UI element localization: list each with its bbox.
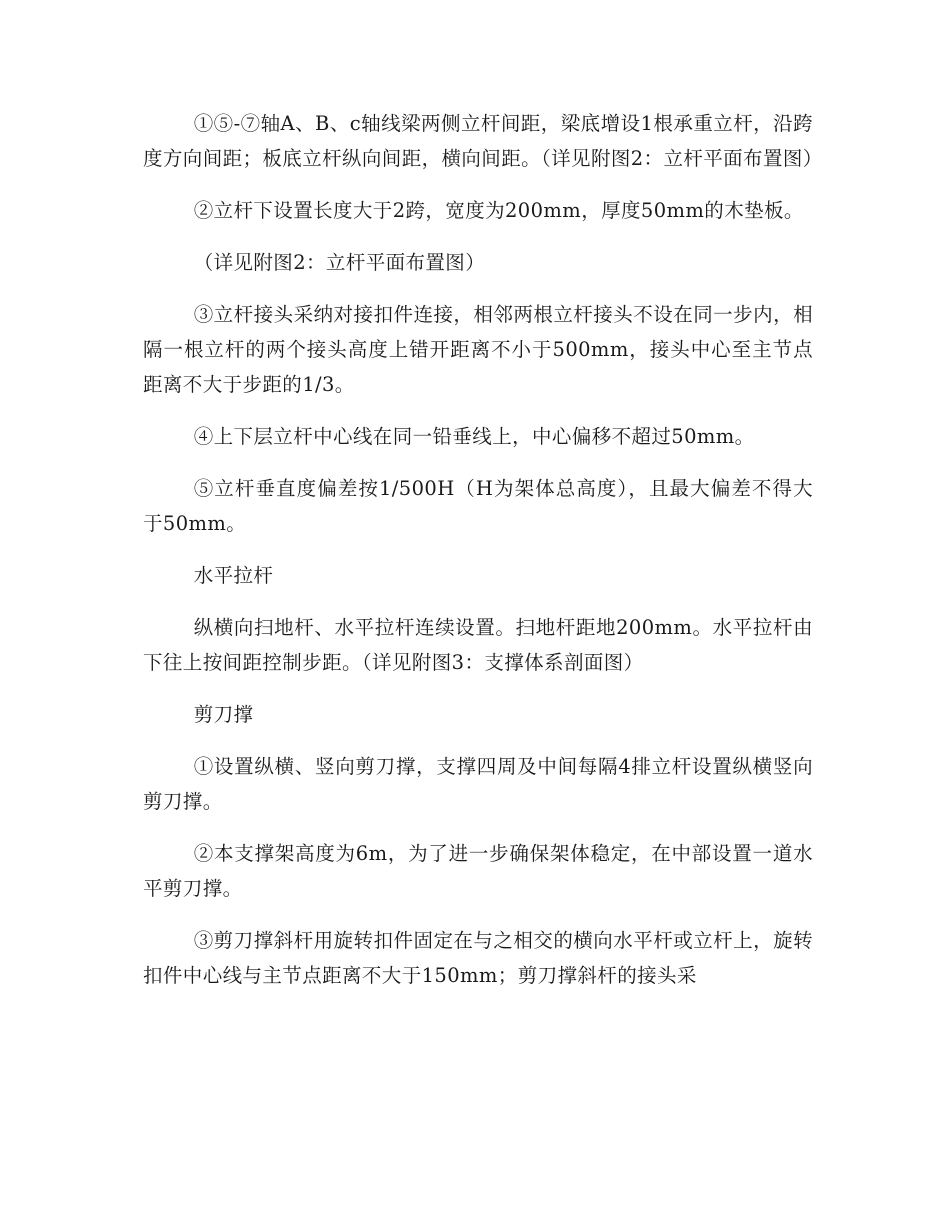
- paragraph-brace-fastening: ③剪刀撑斜杆用旋转扣件固定在与之相交的横向水平杆或立杆上，旋转扣件中心线与主节点距离不大于150mm；剪刀撑斜杆的接头采: [143, 929, 813, 987]
- paragraph-horizontal-scissor-brace: ②本支撑架高度为6m，为了进一步确保架体稳定，在中部设置一道水平剪刀撑。: [143, 842, 813, 900]
- document-body: [143, 106, 823, 1010]
- paragraph-pole-spacing: ①⑤-⑦轴A、B、c轴线梁两侧立杆间距，梁底增设1根承重立杆，沿跨度方向间距；板底立杆纵向间距，横向间距。（详见附图2：立杆平面布置图）: [143, 112, 823, 170]
- paragraph-scissor-brace-layout: ①设置纵横、竖向剪刀撑，支撑四周及中间每隔4排立杆设置纵横竖向剪刀撑。: [143, 755, 813, 813]
- paragraph-horizontal-bars: 纵横向扫地杆、水平拉杆连续设置。扫地杆距地200mm。水平拉杆由下往上按间距控制步距。（详见附图3：支撑体系剖面图）: [143, 616, 813, 674]
- paragraph-verticality: ⑤立杆垂直度偏差按1/500H（H为架体总高度），且最大偏差不得大于50mm。: [143, 477, 813, 535]
- paragraph-wood-pad: ②立杆下设置长度大于2跨，宽度为200mm，厚度50mm的木垫板。: [193, 199, 804, 222]
- paragraph-pole-joints: ③立杆接头采纳对接扣件连接，相邻两根立杆接头不设在同一步内，相隔一根立杆的两个接头高度上错开距离不小于500mm，接头中心至主节点距离不大于步距的1/3。: [143, 303, 813, 396]
- section-heading-scissor-braces: 剪刀撑: [193, 703, 254, 726]
- paragraph-figure-ref: （详见附图2：立杆平面布置图）: [193, 251, 486, 274]
- paragraph-centerline: ④上下层立杆中心线在同一铅垂线上，中心偏移不超过50mm。: [193, 425, 755, 448]
- section-heading-horizontal-bars: 水平拉杆: [193, 564, 274, 587]
